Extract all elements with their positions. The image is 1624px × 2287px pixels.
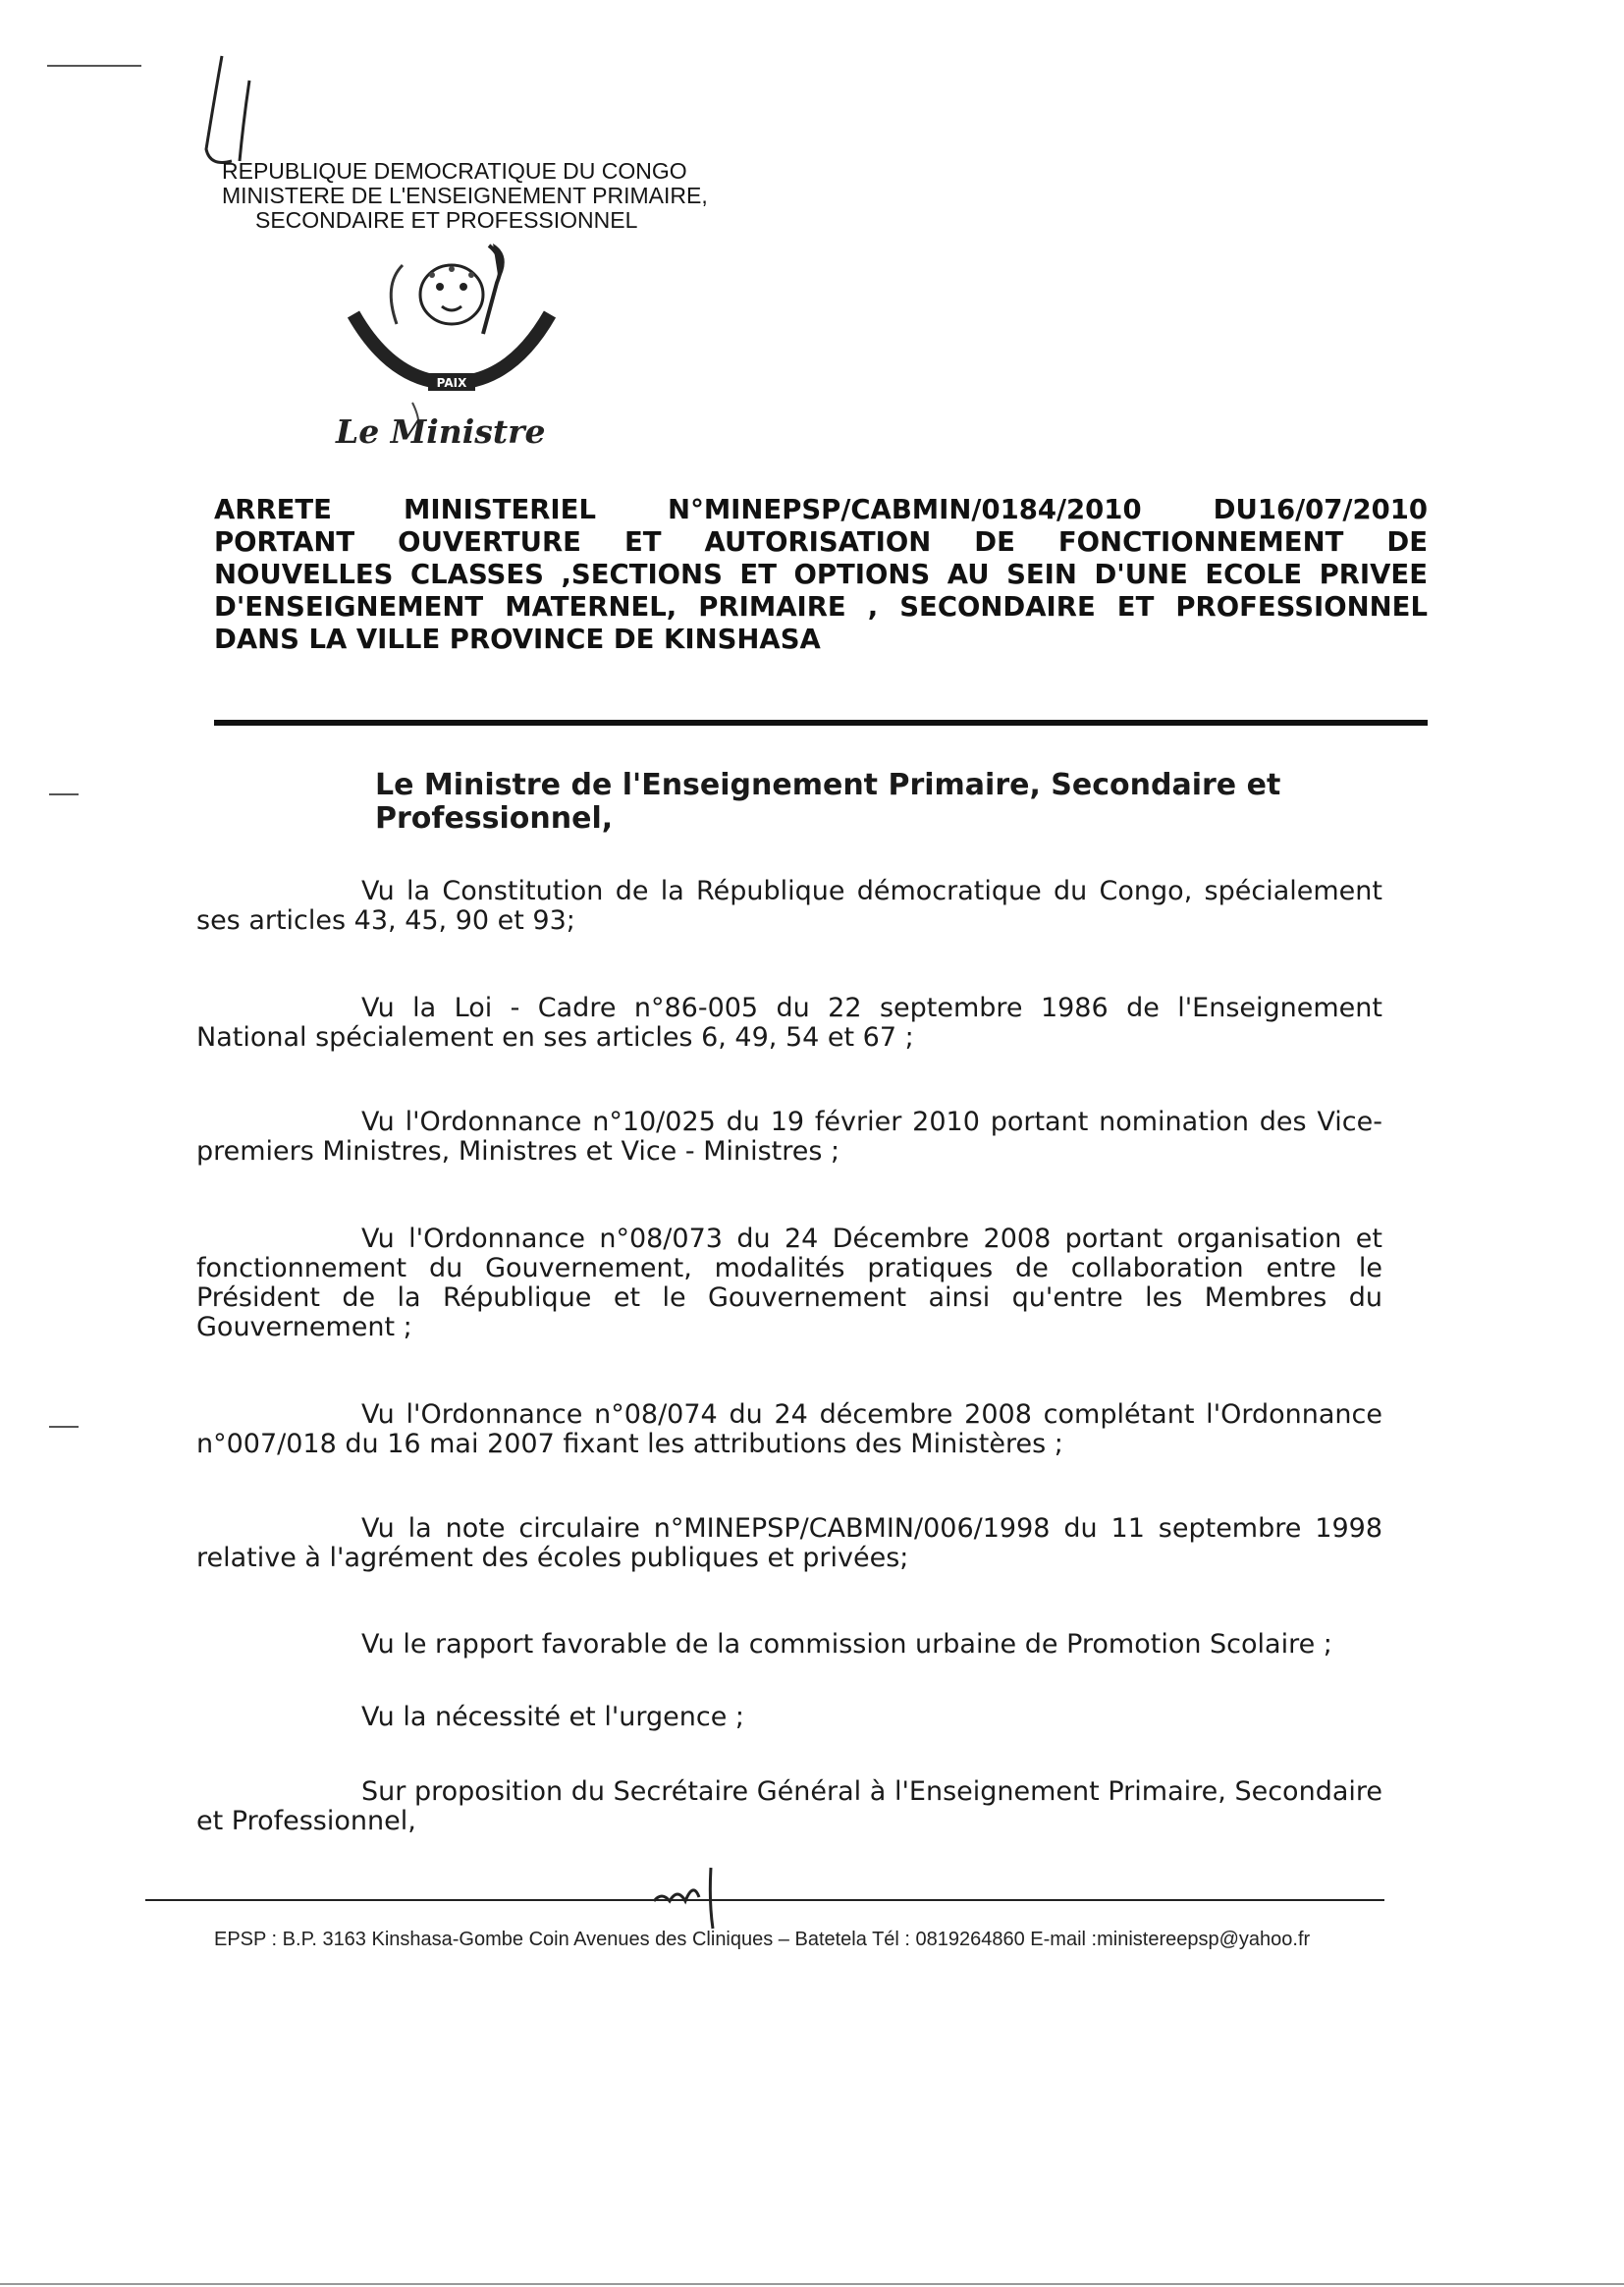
title-underline — [214, 720, 1428, 726]
coat-of-arms-emblem — [334, 236, 569, 432]
title-line-1: ARRETE MINISTERIEL N°MINEPSP/CABMIN/0184/2010 DU16/07/2010 — [214, 494, 1428, 525]
decree-title — [214, 494, 1428, 656]
handwritten-initial — [192, 51, 261, 169]
scan-mark-top — [47, 65, 141, 67]
paragraph-ordonnance-08-073: Vu l'Ordonnance n°08/073 du 24 Décembre 2008 portant organisation et fonctionnement du Gouvernement, modalités pratiques de collaboration entre le Président de la République et le Gouvernement ainsi qu'entre les Membres du Gouvernement ; — [196, 1224, 1382, 1342]
intro-heading: Le Ministre de l'Enseignement Primaire, Secondaire et Professionnel, — [375, 768, 1281, 836]
paragraph-loi-cadre: Vu la Loi - Cadre n°86-005 du 22 septembre 1986 de l'Enseignement National spécialement en ses articles 6, 49, 54 et 67 ; — [196, 993, 1382, 1053]
paragraph-constitution: Vu la Constitution de la République démocratique du Congo, spécialement ses articles 43, 45, 90 et 93; — [196, 876, 1382, 936]
footer-address: EPSP : B.P. 3163 Kinshasa-Gombe Coin Avenues des Cliniques – Batetela Tél : 0819264860 E-mail :ministereepsp@yahoo.fr — [214, 1929, 1311, 1950]
footer-rule — [145, 1899, 1384, 1901]
paragraph-rapport: Vu le rapport favorable de la commission urbaine de Promotion Scolaire ; — [361, 1629, 1332, 1660]
title-line-2: PORTANT OUVERTURE ET AUTORISATION DE FONCTIONNEMENT DE — [214, 526, 1428, 558]
title-line-5: DANS LA VILLE PROVINCE DE KINSHASA — [214, 624, 821, 655]
handwritten-paraph — [648, 1862, 727, 1931]
paragraph-ordonnance-10-025: Vu l'Ordonnance n°10/025 du 19 février 2010 portant nomination des Vice-premiers Ministres, Ministres et Vice - Ministres ; — [196, 1107, 1382, 1167]
paragraph-note-circulaire: Vu la note circulaire n°MINEPSP/CABMIN/006/1998 du 11 septembre 1998 relative à l'agrément des écoles publiques et privées; — [196, 1513, 1382, 1573]
title-line-4: D'ENSEIGNEMENT MATERNEL, PRIMAIRE , SECONDAIRE ET PROFESSIONNEL — [214, 591, 1428, 623]
scan-mark-left-1 — [49, 793, 79, 795]
title-line-3: NOUVELLES CLASSES ,SECTIONS ET OPTIONS AU SEIN D'UNE ECOLE PRIVEE — [214, 559, 1428, 590]
header-ministry-cont: SECONDAIRE ET PROFESSIONNEL — [255, 207, 638, 233]
scan-mark-bottom — [0, 2283, 1624, 2285]
scan-mark-left-2 — [49, 1426, 79, 1428]
ministry-header — [216, 159, 708, 233]
minister-signature: Le Ministre — [336, 412, 546, 451]
header-ministry: MINISTERE DE L'ENSEIGNEMENT PRIMAIRE, — [222, 183, 708, 208]
svg-text:PAIX: PAIX — [436, 376, 467, 390]
header-country: REPUBLIQUE DEMOCRATIQUE DU CONGO — [222, 158, 687, 184]
paragraph-ordonnance-08-074: Vu l'Ordonnance n°08/074 du 24 décembre 2008 complétant l'Ordonnance n°007/018 du 16 mai 2007 fixant les attributions des Ministères ; — [196, 1399, 1382, 1459]
paragraph-proposition: Sur proposition du Secrétaire Général à l'Enseignement Primaire, Secondaire et Professionnel, — [196, 1776, 1382, 1836]
paragraph-necessite: Vu la nécessité et l'urgence ; — [361, 1702, 744, 1732]
